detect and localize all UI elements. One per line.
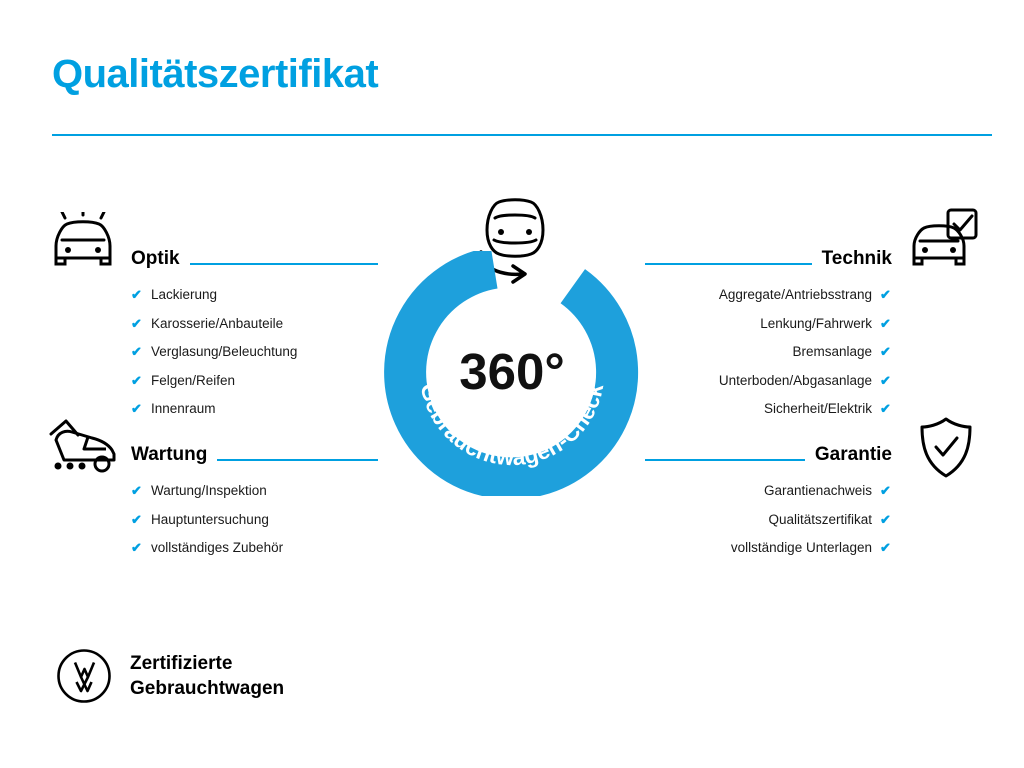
section-garantie-header [645,432,892,466]
check-icon: ✔ [880,287,891,302]
blue-ring [377,251,647,496]
section-optik-header [131,236,378,270]
brand-line-1: Zertifizierte [130,652,233,674]
list-item [645,541,892,555]
section-wartung-divider [217,459,378,461]
list-item-label: Lackierung [151,287,218,302]
list-item-label: Wartung/Inspektion [151,483,267,498]
check-icon: ✔ [880,344,891,359]
check-icon: ✔ [880,315,891,331]
page-title: Qualitätszertifikat [52,52,379,96]
check-icon: ✔ [131,483,142,498]
degree-label: 360° [459,342,565,400]
section-garantie-list [645,484,892,555]
section-technik-title: Technik [821,248,892,269]
list-item [131,288,378,302]
section-technik [645,236,892,431]
list-item [131,541,378,555]
check-icon: ✔ [131,401,142,416]
list-item-label: Bremsanlage [792,344,872,359]
check-icon: ✔ [131,540,142,555]
section-garantie-divider [645,459,805,461]
list-item-label: Lenkung/Fahrwerk [760,315,872,331]
vw-logo-icon [56,648,112,704]
brand-line-2: Gebrauchtwagen [130,678,285,699]
list-item [645,288,892,302]
brand-footer [56,648,284,704]
curved-caption: Gebrauchtwagen-Check [415,380,609,471]
check-icon: ✔ [880,372,891,388]
list-item-label: Sicherheit/Elektrik [763,401,872,416]
shiny-car-front-icon [48,212,118,279]
check-icon: ✔ [880,483,891,498]
list-item [131,402,378,416]
section-wartung-list [131,484,378,555]
section-wartung-header [131,432,378,466]
section-garantie [645,432,892,570]
section-technik-divider [645,263,812,265]
list-item [645,402,892,416]
car-inspection-check-icon [908,208,982,277]
check-icon: ✔ [131,511,142,527]
check-icon: ✔ [131,372,142,388]
list-item [645,513,892,527]
title-divider [52,134,992,136]
check-icon: ✔ [880,540,891,555]
section-technik-header [645,236,892,270]
service-tow-car-icon [48,418,118,479]
list-item-label: Aggregate/Antriebsstrang [718,287,872,302]
check-icon: ✔ [131,344,142,359]
list-item [131,374,378,388]
section-optik-divider [190,263,378,265]
list-item [645,374,892,388]
list-item [131,345,378,359]
list-item-label: vollständiges Zubehör [151,540,284,555]
list-item [131,484,378,498]
list-item-label: Hauptuntersuchung [151,511,269,527]
check-icon: ✔ [880,401,891,416]
list-item-label: Qualitätszertifikat [768,511,872,527]
check-360-badge [377,196,647,496]
list-item-label: Innenraum [151,401,216,416]
list-item [645,317,892,331]
check-icon: ✔ [880,511,891,527]
list-item [645,345,892,359]
list-item-label: vollständige Unterlagen [730,540,872,555]
list-item-label: Unterboden/Abgasanlage [718,372,872,388]
list-item [131,513,378,527]
shield-check-icon [918,416,974,485]
list-item-label: Garantienachweis [763,483,872,498]
check-icon: ✔ [131,287,142,302]
brand-text [130,651,284,701]
list-item-label: Felgen/Reifen [151,372,236,388]
list-item-label: Verglasung/Beleuchtung [151,344,298,359]
section-optik [131,236,378,431]
section-garantie-title: Garantie [814,444,892,465]
list-item [131,317,378,331]
section-wartung-title: Wartung [131,444,208,465]
section-technik-list [645,288,892,416]
section-optik-title: Optik [131,248,180,269]
section-wartung [131,432,378,570]
list-item [645,484,892,498]
list-item-label: Karosserie/Anbauteile [151,315,284,331]
section-optik-list [131,288,378,416]
check-icon: ✔ [131,315,142,331]
